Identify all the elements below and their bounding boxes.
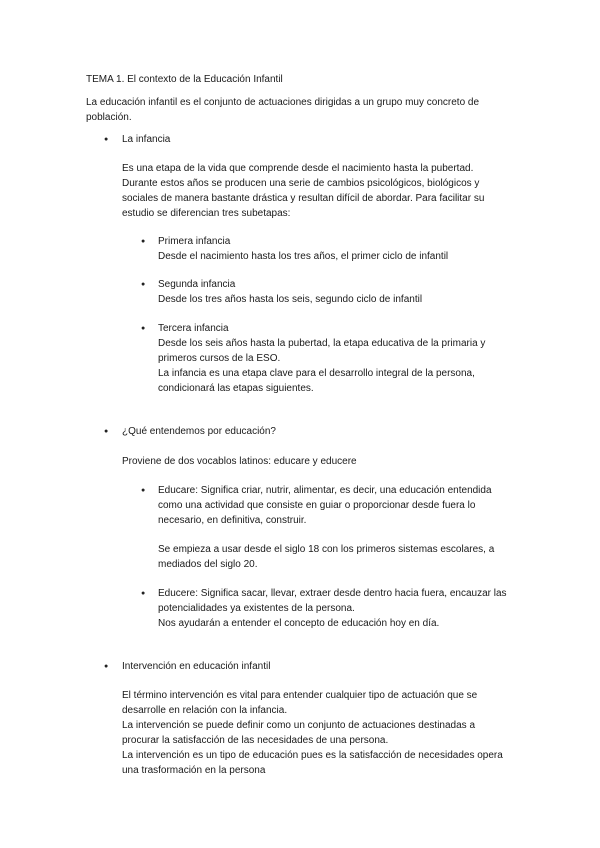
subetapa-text-primera: Desde el nacimiento hasta los tres años, el primer ciclo de infantil <box>158 251 449 262</box>
educare-line-1: Educare: Significa criar, nutrir, alimentar, es decir, una educación entendida <box>158 485 492 496</box>
subetapa-title-tercera: Tercera infancia <box>158 323 229 334</box>
intervencion-line-2: desarrolle en relación con la infancia. <box>122 705 288 716</box>
educere-line-1: Educere: Significa sacar, llevar, extraer desde dentro hacia fuera, encauzar las <box>158 588 507 599</box>
bullet-icon: ● <box>104 428 109 435</box>
bullet-icon: ● <box>141 590 146 597</box>
infancia-paragraph-line-2: Durante estos años se producen una serie de cambios psicológicos, biológicos y <box>122 178 480 189</box>
subetapa-title-segunda: Segunda infancia <box>158 279 236 290</box>
document-title: TEMA 1. El contexto de la Educación Infantil <box>86 74 283 85</box>
subetapa-text-tercera-3: La infancia es una etapa clave para el desarrollo integral de la persona, <box>158 368 475 379</box>
intro-line-1: La educación infantil es el conjunto de actuaciones dirigidas a un grupo muy concreto de <box>86 97 480 108</box>
intervencion-line-6: una trasformación en la persona <box>122 765 266 776</box>
intervencion-line-3: La intervención se puede definir como un conjunto de actuaciones destinadas a <box>122 720 476 731</box>
intervencion-line-1: El término intervención es vital para entender cualquier tipo de actuación que se <box>122 690 478 701</box>
infancia-paragraph-line-3: sociales de manera bastante drástica y resultan difícil de abordar. Para facilitar su <box>122 193 485 204</box>
subetapa-text-segunda: Desde los tres años hasta los seis, segundo ciclo de infantil <box>158 294 423 305</box>
subetapa-title-primera: Primera infancia <box>158 236 231 247</box>
intervencion-line-4: procurar la satisfacción de las necesidades de una persona. <box>122 735 389 746</box>
bullet-icon: ● <box>141 238 146 245</box>
infancia-paragraph-line-4: estudio se diferencian tres subetapas: <box>122 208 291 219</box>
subetapa-text-tercera-1: Desde los seis años hasta la pubertad, la etapa educativa de la primaria y <box>158 338 486 349</box>
intervencion-line-5: La intervención es un tipo de educación pues es la satisfacción de necesidades opera <box>122 750 503 761</box>
bullet-icon: ● <box>141 487 146 494</box>
bullet-icon: ● <box>141 325 146 332</box>
section-heading-educacion: ¿Qué entendemos por educación? <box>122 426 276 437</box>
subetapa-text-tercera-2: primeros cursos de la ESO. <box>158 353 281 364</box>
section-heading-infancia: La infancia <box>122 134 171 145</box>
section-heading-intervencion: Intervención en educación infantil <box>122 661 271 672</box>
educere-line-3: Nos ayudarán a entender el concepto de educación hoy en día. <box>158 618 440 629</box>
bullet-icon: ● <box>104 663 109 670</box>
bullet-icon: ● <box>104 136 109 143</box>
educare-line-3: necesario, en definitiva, construir. <box>158 515 307 526</box>
educacion-paragraph: Proviene de dos vocablos latinos: educare y educere <box>122 456 357 467</box>
subetapa-text-tercera-4: condicionará las etapas siguientes. <box>158 383 314 394</box>
educere-line-2: potencialidades ya existentes de la persona. <box>158 603 355 614</box>
educare-note-line-1: Se empieza a usar desde el siglo 18 con los primeros sistemas escolares, a <box>158 544 495 555</box>
infancia-paragraph-line-1: Es una etapa de la vida que comprende desde el nacimiento hasta la pubertad. <box>122 163 474 174</box>
educare-line-2: como una actividad que consiste en guiar o proporcionar desde fuera lo <box>158 500 476 511</box>
bullet-icon: ● <box>141 281 146 288</box>
educare-note-line-2: mediados del siglo 20. <box>158 559 258 570</box>
intro-line-2: población. <box>86 112 132 123</box>
